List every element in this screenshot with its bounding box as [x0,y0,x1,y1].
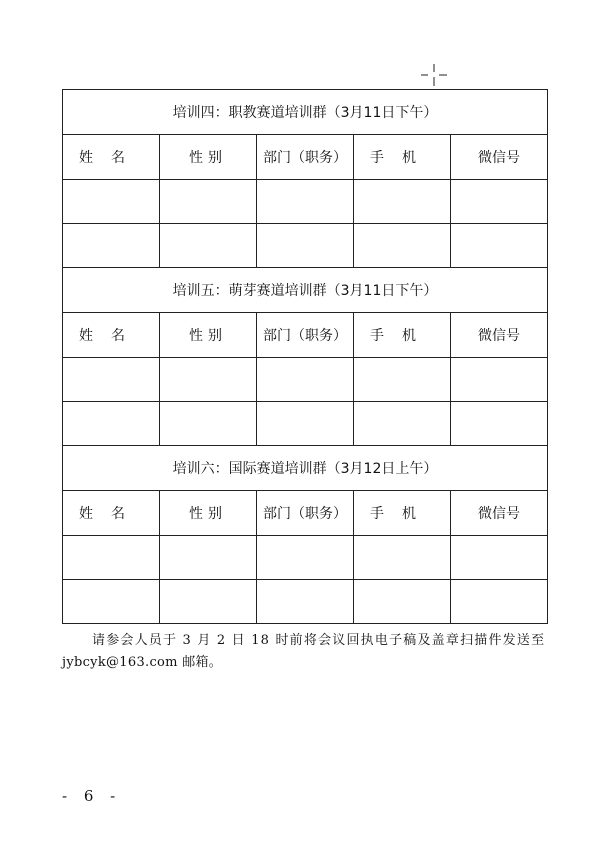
column-header-department: 部门（职务） [257,313,354,358]
column-header-wechat: 微信号 [451,313,548,358]
column-header-name: 姓名 [63,491,160,536]
column-header-phone: 手机 [354,135,451,180]
cell-phone[interactable] [354,580,451,624]
table-row [63,402,548,446]
column-header-gender: 性别 [160,135,257,180]
column-header-gender: 性别 [160,313,257,358]
cell-department[interactable] [257,580,354,624]
cell-phone[interactable] [354,224,451,268]
cell-department[interactable] [257,402,354,446]
table-row [63,580,548,624]
notice-line-2: jybcyk@163.com 邮箱。 [62,655,223,670]
cell-gender[interactable] [160,180,257,224]
cell-name[interactable] [63,402,160,446]
section-title: 培训六：国际赛道培训群（3月12日上午） [63,446,548,491]
cell-phone[interactable] [354,358,451,402]
cell-department[interactable] [257,358,354,402]
column-header-phone: 手机 [354,313,451,358]
cell-gender[interactable] [160,402,257,446]
cell-wechat[interactable] [451,224,548,268]
cell-name[interactable] [63,180,160,224]
submission-notice [62,630,548,674]
column-header-wechat: 微信号 [451,135,548,180]
header-row [63,135,548,180]
cell-department[interactable] [257,180,354,224]
cell-gender[interactable] [160,224,257,268]
section-title: 培训四：职教赛道培训群（3月11日下午） [63,90,548,135]
cell-gender[interactable] [160,358,257,402]
cell-gender[interactable] [160,580,257,624]
column-header-wechat: 微信号 [451,491,548,536]
page-number: - 6 - [62,787,122,805]
crop-mark-icon [421,64,447,86]
cell-wechat[interactable] [451,536,548,580]
registration-table [62,89,548,624]
cell-department[interactable] [257,536,354,580]
section-title-row [63,446,548,491]
table-row [63,536,548,580]
cell-name[interactable] [63,580,160,624]
cell-name[interactable] [63,224,160,268]
cell-name[interactable] [63,358,160,402]
cell-department[interactable] [257,224,354,268]
cell-phone[interactable] [354,180,451,224]
column-header-department: 部门（职务） [257,491,354,536]
cell-wechat[interactable] [451,358,548,402]
column-header-gender: 性别 [160,491,257,536]
column-header-name: 姓名 [63,313,160,358]
section-title-row [63,268,548,313]
cell-name[interactable] [63,536,160,580]
table-row [63,180,548,224]
table-row [63,358,548,402]
section-title: 培训五：萌芽赛道培训群（3月11日下午） [63,268,548,313]
column-header-department: 部门（职务） [257,135,354,180]
cell-phone[interactable] [354,536,451,580]
cell-wechat[interactable] [451,402,548,446]
header-row [63,491,548,536]
column-header-phone: 手机 [354,491,451,536]
table-row [63,224,548,268]
column-header-name: 姓名 [63,135,160,180]
cell-phone[interactable] [354,402,451,446]
notice-line-1: 请参会人员于 3 月 2 日 18 时前将会议回执电子稿及盖章扫描件发送至 [92,633,546,648]
header-row [63,313,548,358]
cell-wechat[interactable] [451,580,548,624]
cell-gender[interactable] [160,536,257,580]
section-title-row [63,90,548,135]
cell-wechat[interactable] [451,180,548,224]
